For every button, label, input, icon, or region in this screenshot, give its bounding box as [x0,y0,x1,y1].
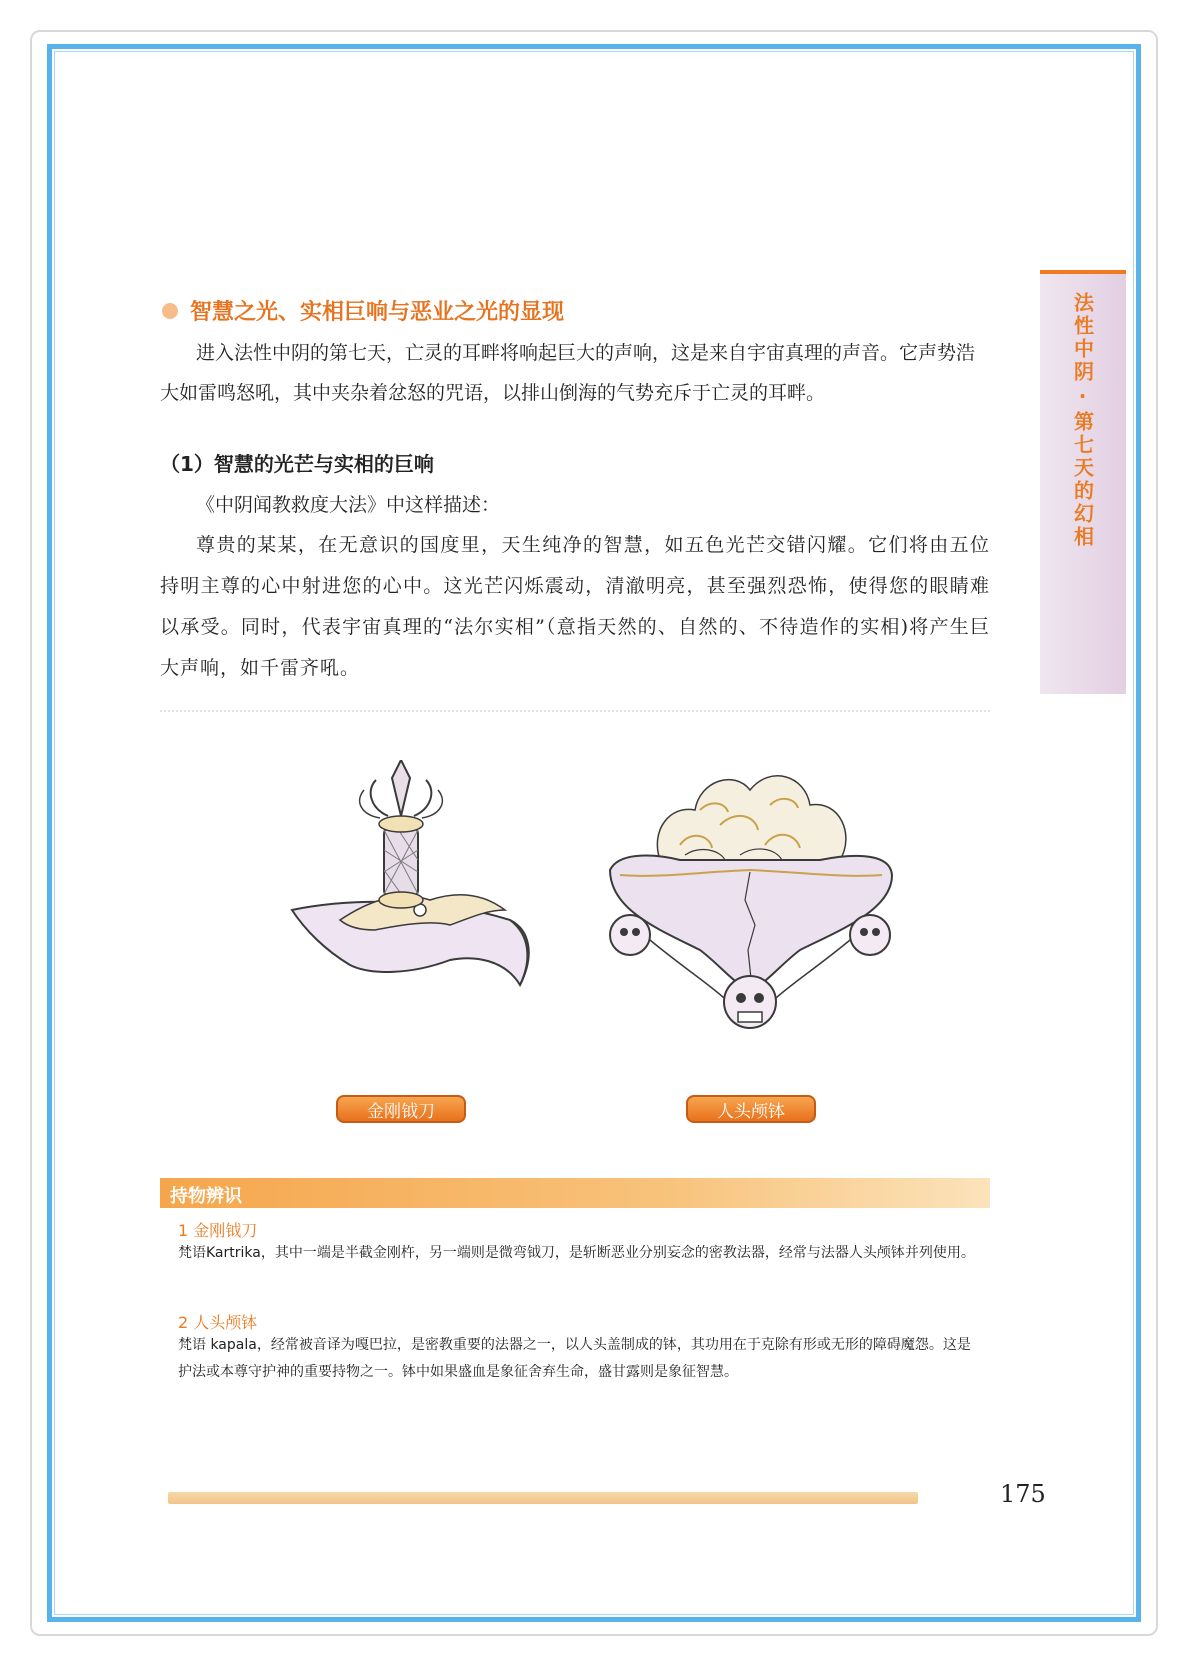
section-heading [162,295,564,326]
chapter-side-tab-label: 法性中阴·第七天的幻相 [1070,292,1095,549]
identification-item-text: 梵语 kapala，经常被音译为嘎巴拉，是密教重要的法器之一，以人头盖制成的钵，其功用在于克除有形或无形的障碍魔怨。这是护法或本尊守护神的重要持物之一。钵中如果盛血是象征舍弃生命，盛甘露则是象征智慧。 [178,1337,971,1380]
kapala-illustration [600,750,900,1050]
bullet-dot-icon [162,303,178,319]
page-number: 175 [1000,1480,1046,1508]
identification-item-text: 梵语Kartrika，其中一端是半截金刚杵，另一端则是微弯钺刀，是斩断恶业分别妄念的密教法器，经常与法器人头颅钵并列使用。 [178,1245,975,1261]
kartrika-caption: 金刚钺刀 [336,1095,466,1123]
kartrika-illustration [280,760,560,1060]
intro-paragraph: 进入法性中阴的第七天，亡灵的耳畔将响起巨大的声响，这是来自宇宙真理的声音。它声势浩大如雷鸣怒吼，其中夹杂着忿怒的咒语，以排山倒海的气势充斥于亡灵的耳畔。 [160,342,976,404]
identification-header [160,1178,990,1208]
dotted-divider [160,710,990,712]
identification-item-title: 2 人头颅钵 [178,1313,258,1332]
identification-item-title: 1 金刚钺刀 [178,1221,258,1240]
scripture-quote: 尊贵的某某，在无意识的国度里，天生纯净的智慧，如五色光芒交错闪耀。它们将由五位持明主尊的心中射进您的心中。这光芒闪烁震动，清澈明亮，甚至强烈恐怖，使得您的眼睛难以承受。同时，代表宇宙真理的“法尔实相”（意指天然的、自然的、不待造作的实相)将产生巨大声响，如千雷齐吼。 [160,534,990,679]
kapala-caption: 人头颅钵 [686,1095,816,1123]
sub-heading: （1）智慧的光芒与实相的巨响 [160,452,434,476]
section-heading-text: 智慧之光、实相巨响与恶业之光的显现 [190,300,565,325]
footer-stripe [168,1492,918,1504]
identification-header-text: 持物辨识 [170,1186,242,1207]
identification-box [160,1178,990,1443]
chapter-side-tab [1040,270,1126,694]
quote-intro: 《中阴闻教救度大法》中这样描述： [196,494,501,516]
